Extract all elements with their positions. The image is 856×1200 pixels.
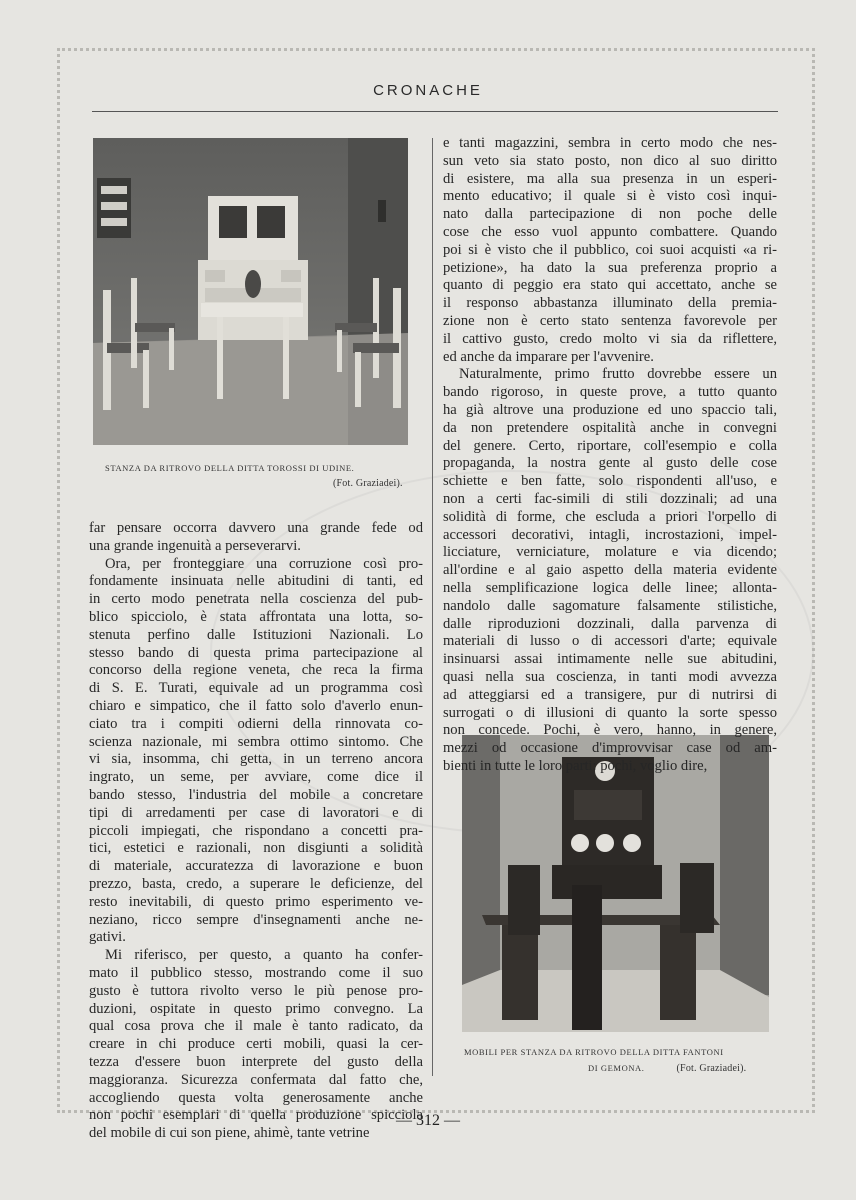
- text-line: gativi.: [89, 929, 126, 946]
- page-number: — 312 —: [396, 1112, 460, 1129]
- text-line: mento educativo; il quale si è visto così inqui-: [443, 188, 777, 205]
- text-line: piccoli impiegati, che rispondano a concetti pra-: [89, 822, 423, 839]
- header-rule: [92, 111, 778, 112]
- column-divider: [432, 138, 433, 1076]
- text-line: il cattivo gusto, credo molto vi sia da riflettere,: [443, 330, 777, 347]
- text-line: scienza nazionale, mi sembra ottimo sintomo. Che: [89, 733, 423, 750]
- caption-credit: (Fot. Graziadei).: [676, 1063, 747, 1074]
- caption-text: DI GEMONA.: [588, 1063, 645, 1073]
- photo-torossi-room: [93, 138, 408, 445]
- photo-fantoni-furniture: [462, 735, 769, 1032]
- caption-text-line2: [464, 1060, 780, 1077]
- text-line: nella semplificazione logica delle linee; allonta-: [443, 579, 777, 596]
- text-line: cose che esso vuol appunto combattere. Quando: [443, 223, 777, 240]
- text-line: del genere. Certo, riportare, coll'esempio e colla: [443, 437, 777, 454]
- text-column-left: [89, 520, 423, 1143]
- text-line: del mobile di cui son piene, ahimè, tante vetrine: [89, 1125, 370, 1142]
- text-line: bienti in tutte le loro parti: pochi, voglio dire,: [443, 757, 708, 774]
- text-line: materiali di lusso o di accessori d'arte; equivale: [443, 633, 777, 650]
- text-line: accessori decorativi, intagli, incrostazioni, impel-: [443, 526, 777, 543]
- text-line: concorso della regione veneta, che reca la firma: [89, 662, 423, 679]
- text-line: tici, estetici e razionali, non disgiunti a solidità: [89, 840, 423, 857]
- text-line: chiaro e simpatico, che il fatto solo d'averlo enun-: [89, 697, 423, 714]
- text-line: bando rigoroso, in queste prove, a tutto quanto: [443, 384, 777, 401]
- text-line: vi sia, insomma, chi getta, in un terreno ancora: [89, 751, 423, 768]
- text-line: zione non è certo stato sentenza favorevole per: [443, 312, 777, 329]
- text-line: Mi riferisco, per questo, a quanto ha confer-: [105, 947, 423, 964]
- text-line: dalle riproduzioni dozzinali, dalla parvenza di: [443, 615, 777, 632]
- text-line: petizione», ha dato la sua preferenza proprio a: [443, 259, 777, 276]
- text-line: blico spicciolo, è stata affrontata una lotta, so-: [89, 608, 423, 625]
- text-line: licciature, verniciature, molature e via dicendo;: [443, 544, 777, 561]
- text-line: sun veto sia stato posto, non dico al suo diritto: [443, 152, 777, 169]
- photo2-caption: [464, 1044, 780, 1077]
- text-line: accogliendo questa volta generosamente anche: [89, 1089, 423, 1106]
- text-line: prezzo, basta, credo, a superare le deficienze, del: [89, 875, 423, 892]
- text-line: di esistere, ma alla sua presenza in un esperi-: [443, 170, 777, 187]
- text-line: mezzi od occasione d'improvvisar case od am-: [443, 740, 777, 757]
- text-line: da non pretendere ospitalità anche in convegni: [443, 419, 777, 436]
- text-line: di materiale, accuratezza di lavorazione e buon: [89, 858, 423, 875]
- text-line: bando stesso, l'industria del mobile a concretare: [89, 786, 423, 803]
- text-line: surrogati o di illusioni di quanto la sorte spesso: [443, 704, 777, 721]
- text-line: fondamente insinuata nelle abitudini di tanti, ed: [89, 573, 423, 590]
- text-column-right: [443, 135, 777, 776]
- text-line: creare in chi produce certi mobili, quasi la cer-: [89, 1036, 423, 1053]
- text-line: e tanti magazzini, sembra in certo modo che nes-: [443, 135, 777, 151]
- text-line: tezza d'essere buon interprete del gusto della: [89, 1053, 423, 1070]
- text-line: poi si è visto che il pubblico, coi suoi acquisti «a ri-: [443, 241, 777, 258]
- text-line: stenuta perfino dalle Istituzioni Nazionali. Lo: [89, 626, 423, 643]
- text-line: duzioni, ospitate in questo primo convegno. La: [89, 1000, 423, 1017]
- text-line: insinuarsi assai intimamente nelle sue abitudini,: [443, 651, 777, 668]
- text-line: non a certi fac-simili di stili dozzinali; ad una: [443, 490, 777, 507]
- text-line: non pochi esemplari di quella produzione spicciola: [89, 1107, 423, 1124]
- text-line: non concede. Pochi, è vero, hanno, in genere,: [443, 722, 777, 739]
- text-line: resto inevitabili, di questo primo esperimento ve-: [89, 893, 423, 910]
- text-line: quasi nella sua coscienza, in tanti modi avvezza: [443, 668, 777, 685]
- text-line: all'ordine e al gaio aspetto della materia evidente: [443, 562, 777, 579]
- text-line: propaganda, la nostra gente al gusto delle cose: [443, 455, 777, 472]
- text-line: ed anche da imparare per l'avvenire.: [443, 348, 654, 365]
- text-line: ha già altrove una produzione ed uno spaccio tali,: [443, 401, 777, 418]
- text-line: neziano, ricco sempre d'insegnamenti anche ne-: [89, 911, 423, 928]
- text-line: tipi di arredamenti per case di lavoratori e di: [89, 804, 423, 821]
- text-line: schiette e ben fatte, solo rispondenti all'uso, e: [443, 473, 777, 490]
- caption-text: STANZA DA RITROVO DELLA DITTA TOROSSI DI UDINE.: [105, 463, 355, 473]
- text-line: maggioranza. Sicurezza confermata dal fatto che,: [89, 1071, 423, 1088]
- text-line: Naturalmente, primo frutto dovrebbe essere un: [459, 366, 777, 383]
- text-line: far pensare occorra davvero una grande fede od: [89, 520, 423, 536]
- text-line: il responso abbastanza illuminato della premia-: [443, 295, 777, 312]
- text-line: una grande ingenuità a perseverarvi.: [89, 537, 301, 554]
- text-line: gusto è tuttora rivolto verso le più penose pro-: [89, 982, 423, 999]
- text-line: ad atteggiarsi ed a transigere, pur di nutrirsi di: [443, 686, 777, 703]
- text-line: qual cosa prova che il male è tanto radicato, da: [89, 1018, 423, 1035]
- text-line: ciato tra i compiti odierni della rinnovata co-: [89, 715, 423, 732]
- text-line: in certo modo penetrata nella coscienza del pub-: [89, 591, 423, 608]
- text-line: ingrato, un seme, per avviare, come dice il: [89, 769, 423, 786]
- running-header: CRONACHE: [373, 82, 483, 99]
- caption-text: MOBILI PER STANZA DA RITROVO DELLA DITTA FANTONI: [464, 1047, 724, 1057]
- text-line: di S. E. Turati, equivale ad un programma così: [89, 680, 423, 697]
- text-line: nandolo dalle sagomature falsamente stilistiche,: [443, 597, 777, 614]
- photo1-caption: [105, 460, 425, 492]
- text-line: mato il pubblico stesso, mostrando come il suo: [89, 964, 423, 981]
- text-line: Ora, per fronteggiare una corruzione così pro-: [105, 555, 423, 572]
- text-line: nato dalla partecipazione di non poche delle: [443, 206, 777, 223]
- caption-credit: (Fot. Graziadei).: [333, 478, 403, 489]
- text-line: quanto di peggio era stato qui accettato, anche se: [443, 277, 777, 294]
- text-line: solidità di forme, che escluda a priori l'orpello di: [443, 508, 777, 525]
- text-line: stesso bando di questa prima partecipazione al: [89, 644, 423, 661]
